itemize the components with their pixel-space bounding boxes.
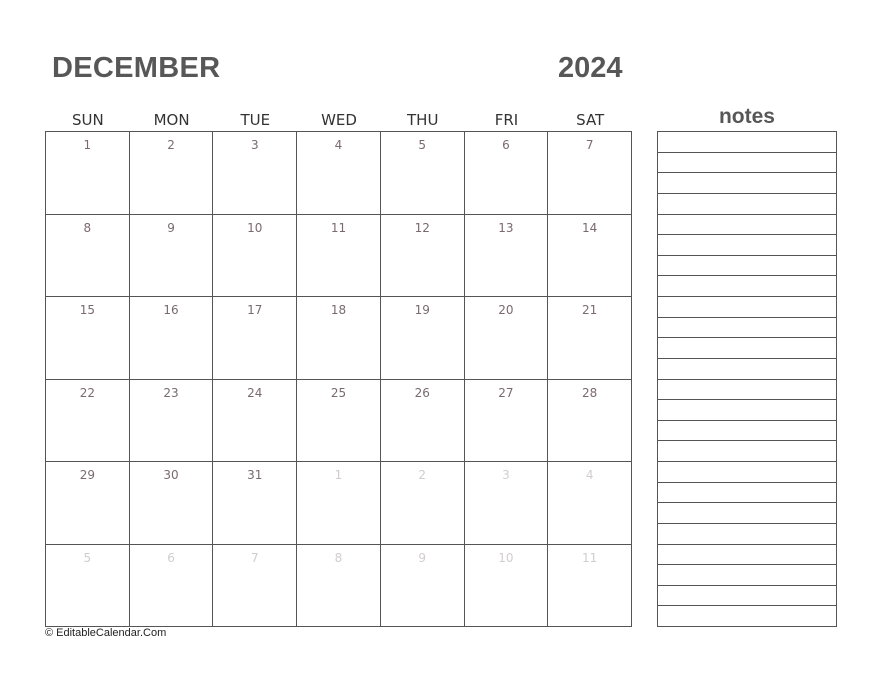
day-cell[interactable] — [548, 215, 632, 298]
day-cell[interactable] — [548, 462, 632, 545]
day-cell[interactable] — [381, 297, 465, 380]
day-number: 4 — [334, 138, 343, 152]
weekday-tue: TUE — [240, 111, 271, 129]
day-number: 25 — [330, 385, 347, 400]
day-cell[interactable] — [46, 462, 130, 545]
day-number: 6 — [167, 550, 175, 565]
day-number: 26 — [414, 385, 430, 400]
copyright-footer: © EditableCalendar.Com — [45, 627, 167, 639]
day-cell[interactable] — [130, 545, 214, 628]
day-number: 5 — [418, 138, 427, 152]
day-cell[interactable] — [381, 215, 465, 298]
day-number: 13 — [498, 220, 514, 235]
day-number: 3 — [502, 468, 510, 482]
day-cell[interactable] — [46, 545, 130, 628]
day-cell[interactable] — [465, 545, 549, 628]
notes-line[interactable] — [658, 153, 836, 174]
day-cell[interactable] — [465, 462, 549, 545]
notes-line[interactable] — [658, 194, 836, 215]
weekday-fri: FRI — [494, 111, 519, 129]
day-number: 14 — [582, 220, 598, 235]
day-cell[interactable] — [465, 132, 549, 215]
month-title: DECEMBER — [52, 52, 221, 84]
day-number: 18 — [330, 303, 347, 317]
day-number: 17 — [247, 303, 263, 317]
day-cell[interactable] — [46, 297, 130, 380]
day-cell[interactable] — [465, 215, 549, 298]
notes-line[interactable] — [658, 297, 836, 318]
day-cell[interactable] — [381, 545, 465, 628]
day-cell[interactable] — [46, 132, 130, 215]
day-cell[interactable] — [548, 545, 632, 628]
notes-line[interactable] — [658, 462, 836, 483]
calendar-grid — [45, 131, 632, 627]
day-number: 24 — [247, 385, 263, 400]
day-cell[interactable] — [297, 297, 381, 380]
day-number: 1 — [83, 138, 92, 152]
day-cell[interactable] — [130, 132, 214, 215]
day-cell[interactable] — [297, 132, 381, 215]
notes-line[interactable] — [658, 276, 836, 297]
day-cell[interactable] — [130, 462, 214, 545]
notes-line[interactable] — [658, 441, 836, 462]
day-cell[interactable] — [465, 297, 549, 380]
notes-line[interactable] — [658, 586, 836, 607]
day-number: 11 — [330, 220, 347, 235]
notes-line[interactable] — [658, 173, 836, 194]
day-number: 20 — [498, 303, 514, 317]
day-number: 9 — [418, 550, 427, 565]
day-number: 8 — [334, 550, 343, 565]
day-number: 1 — [334, 468, 343, 482]
notes-title: notes — [718, 105, 775, 128]
day-cell[interactable] — [213, 297, 297, 380]
day-cell[interactable] — [213, 545, 297, 628]
notes-line[interactable] — [658, 256, 836, 277]
day-number: 30 — [163, 468, 179, 482]
notes-line[interactable] — [658, 400, 836, 421]
notes-area[interactable] — [657, 131, 837, 627]
notes-line[interactable] — [658, 132, 836, 153]
day-number: 12 — [414, 220, 430, 235]
day-cell[interactable] — [297, 462, 381, 545]
day-number: 8 — [83, 220, 92, 235]
day-number: 2 — [418, 468, 427, 482]
notes-line[interactable] — [658, 483, 836, 504]
day-cell[interactable] — [130, 215, 214, 298]
day-cell[interactable] — [213, 132, 297, 215]
notes-line[interactable] — [658, 545, 836, 566]
day-number: 27 — [498, 385, 514, 400]
weekday-header-row — [46, 111, 632, 131]
day-cell[interactable] — [548, 132, 632, 215]
day-number: 7 — [585, 138, 594, 152]
day-number: 7 — [250, 550, 259, 565]
weekday-thu: THU — [407, 111, 439, 129]
year-title: 2024 — [558, 52, 623, 84]
notes-line[interactable] — [658, 215, 836, 236]
day-number: 2 — [167, 138, 175, 152]
notes-line[interactable] — [658, 235, 836, 256]
day-cell[interactable] — [213, 215, 297, 298]
weekday-wed: WED — [321, 111, 357, 129]
day-number: 6 — [502, 138, 510, 152]
day-number: 31 — [247, 468, 263, 482]
notes-line[interactable] — [658, 318, 836, 339]
day-cell[interactable] — [46, 215, 130, 298]
notes-line[interactable] — [658, 524, 836, 545]
notes-line[interactable] — [658, 606, 836, 626]
day-cell[interactable] — [465, 380, 549, 463]
day-cell[interactable] — [297, 215, 381, 298]
day-cell[interactable] — [381, 380, 465, 463]
day-number: 5 — [83, 550, 92, 565]
day-number: 28 — [582, 385, 598, 400]
weekday-sat: SAT — [576, 111, 605, 129]
day-cell[interactable] — [213, 380, 297, 463]
day-cell[interactable] — [46, 380, 130, 463]
weekday-mon: MON — [153, 111, 190, 129]
notes-line[interactable] — [658, 503, 836, 524]
day-cell[interactable] — [381, 462, 465, 545]
day-cell[interactable] — [381, 132, 465, 215]
day-number: 9 — [167, 220, 175, 235]
notes-line[interactable] — [658, 338, 836, 359]
day-number: 16 — [163, 303, 179, 317]
day-cell[interactable] — [297, 545, 381, 628]
day-number: 10 — [498, 550, 514, 565]
day-number: 29 — [79, 468, 95, 482]
day-cell[interactable] — [297, 380, 381, 463]
day-cell[interactable] — [548, 297, 632, 380]
day-number: 4 — [585, 468, 594, 482]
notes-line[interactable] — [658, 421, 836, 442]
notes-line[interactable] — [658, 380, 836, 401]
day-number: 15 — [79, 303, 95, 317]
day-cell[interactable] — [213, 462, 297, 545]
day-cell[interactable] — [130, 297, 214, 380]
day-number: 21 — [582, 303, 598, 317]
day-cell[interactable] — [548, 380, 632, 463]
day-number: 11 — [582, 550, 598, 565]
day-number: 23 — [163, 385, 179, 400]
notes-line[interactable] — [658, 565, 836, 586]
day-cell[interactable] — [130, 380, 214, 463]
day-number: 22 — [79, 385, 95, 400]
day-number: 3 — [250, 138, 259, 152]
notes-line[interactable] — [658, 359, 836, 380]
day-number: 19 — [414, 303, 430, 317]
weekday-sun: SUN — [71, 111, 104, 129]
day-number: 10 — [247, 220, 263, 235]
